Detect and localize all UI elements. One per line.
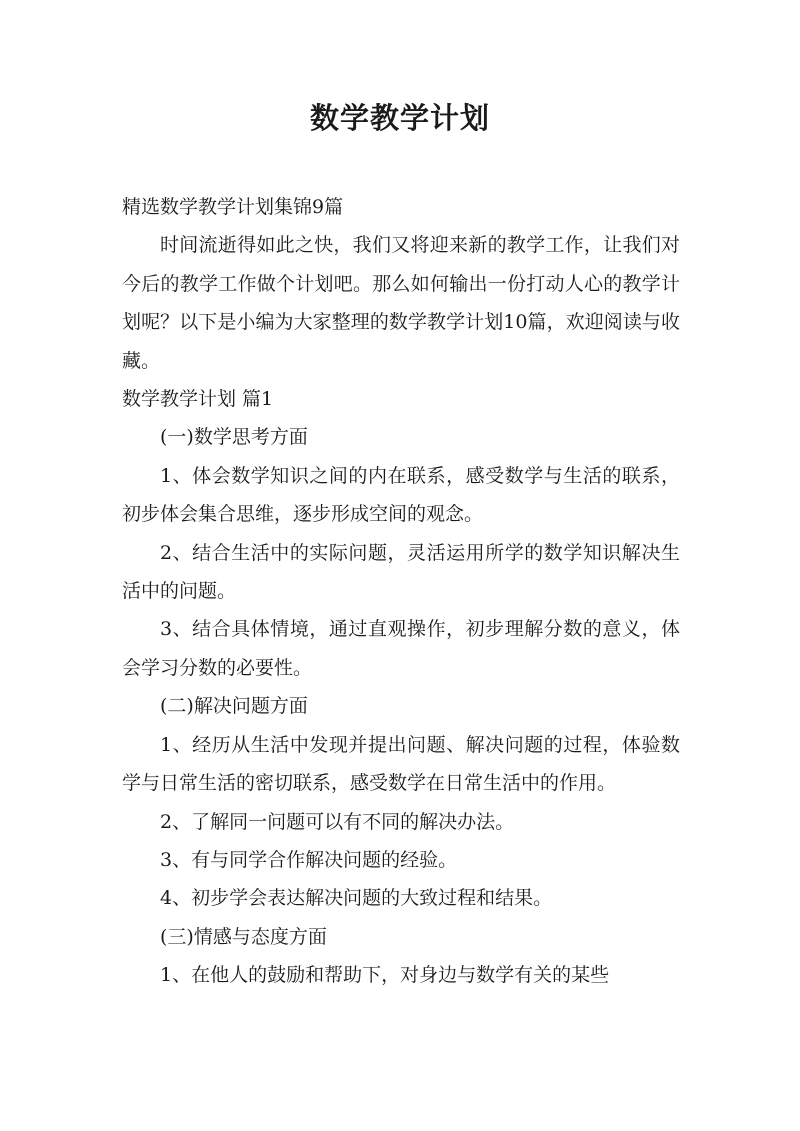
document-title: 数学教学计划 (309, 101, 490, 135)
subsection-heading: (三)情感与态度方面 (160, 925, 327, 948)
section-heading: 数学教学计划 篇1 (122, 388, 274, 411)
list-item: 4、初步学会表达解决问题的大致过程和结果。 (160, 887, 553, 910)
list-item: 3、结合具体情境，通过直观操作，初步理解分数的意义，体会学习分数的必要性。 (122, 618, 680, 679)
list-item: 2、了解同一问题可以有不同的解决办法。 (160, 810, 515, 833)
subsection-heading: (二)解决问题方面 (160, 695, 308, 718)
subsection-heading: (一)数学思考方面 (160, 426, 308, 449)
intro-paragraph: 时间流逝得如此之快，我们又将迎来新的教学工作，让我们对今后的教学工作做个计划吧。那么如何输出一份打动人心的教学计划呢？以下是小编为大家整理的数学教学计划10篇，欢迎阅读与收藏。 (122, 234, 680, 372)
list-item: 2、结合生活中的实际问题，灵活运用所学的数学知识解决生活中的问题。 (122, 541, 680, 603)
list-item: 3、有与同学合作解决问题的经验。 (160, 848, 458, 871)
list-item: 1、在他人的鼓励和帮助下，对身边与数学有关的某些 (160, 964, 610, 987)
list-item: 1、体会数学知识之间的内在联系，感受数学与生活的联系，初步体会集合思维，逐步形成空间的观念。 (122, 464, 680, 526)
collection-subtitle: 精选数学教学计划集锦9篇 (122, 196, 344, 218)
list-item: 1、经历从生活中发现并提出问题、解决问题的过程，体验数学与日常生活的密切联系，感受数学在日常生活中的作用。 (122, 733, 680, 795)
document-body (122, 188, 680, 995)
